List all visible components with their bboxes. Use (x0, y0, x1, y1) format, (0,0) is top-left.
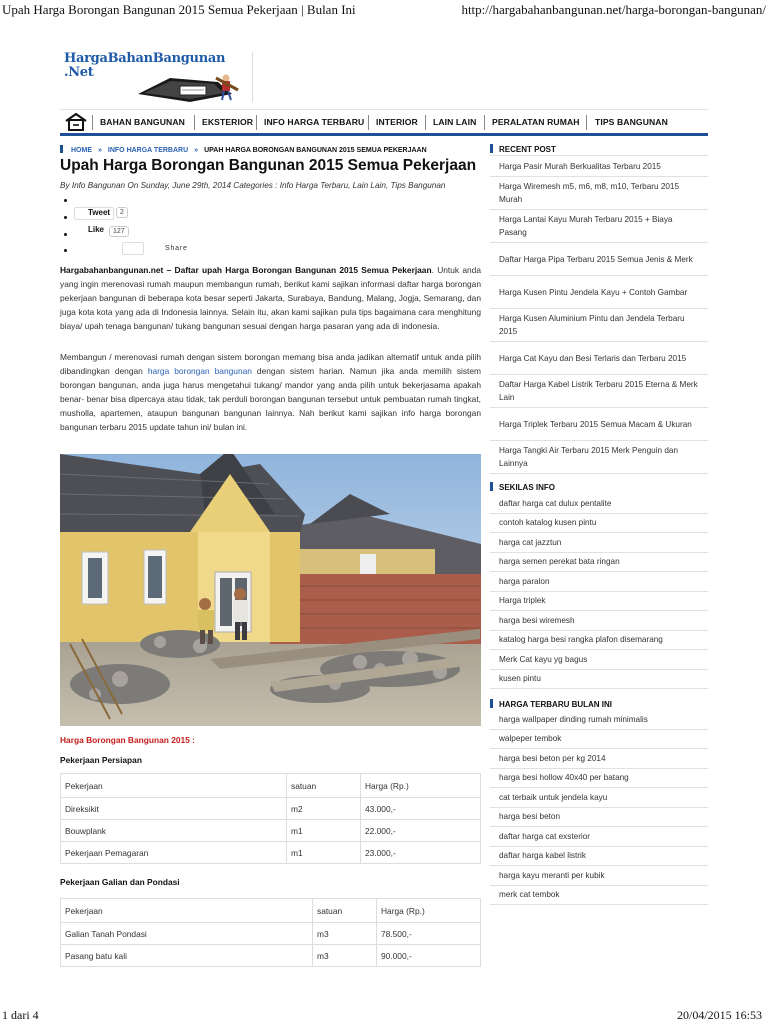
like-count: 127 (109, 226, 129, 237)
bulan-ini-item[interactable]: cat terbaik untuk jendela kayu (490, 788, 708, 808)
share-label: Share (165, 245, 188, 252)
table-cell: 23.000,- (361, 842, 481, 864)
site-logo[interactable] (60, 50, 256, 104)
recent-post-title: RECENT POST (499, 145, 556, 154)
sekilas-item[interactable]: Merk Cat kayu yg bagus (490, 650, 708, 670)
bulan-ini-item[interactable]: daftar harga kabel listrik (490, 847, 708, 867)
table-cell: m2 (287, 798, 361, 820)
print-page-title: Upah Harga Borongan Bangunan 2015 Semua Pekerjaan | Bulan Ini (2, 2, 356, 17)
nav-interior[interactable]: INTERIOR (376, 117, 418, 127)
nav-eksterior[interactable]: EKSTERIOR (202, 117, 254, 127)
main-navigation (60, 109, 708, 135)
breadcrumb-home[interactable]: HOME (71, 147, 92, 154)
recent-post-item[interactable]: Daftar Harga Pipa Terbaru 2015 Semua Jenis & Merk (490, 243, 708, 276)
bulan-ini-title: HARGA TERBARU BULAN INI (499, 700, 613, 709)
section-heading: Harga Borongan Bangunan 2015 : (60, 735, 195, 745)
sekilas-item[interactable]: contoh katalog kusen pintu (490, 514, 708, 534)
recent-post-item[interactable]: Harga Kusen Pintu Jendela Kayu + Contoh Gambar (490, 276, 708, 309)
nav-divider (368, 115, 369, 130)
bulan-ini-item[interactable]: harga besi hollow 40x40 per batang (490, 769, 708, 789)
list-bullet (64, 233, 67, 236)
post-meta: By Info Bangunan On Sunday, June 29th, 2014 Categories : Info Harga Terbaru, Lain Lain, Tips Bangunan (60, 181, 446, 190)
bulan-ini-item[interactable]: daftar harga cat exsterior (490, 827, 708, 847)
table-cell: 78.500,- (377, 923, 481, 945)
table-row (61, 923, 481, 945)
list-bullet (64, 199, 67, 202)
table-cell: 90.000,- (377, 945, 481, 967)
sekilas-info-heading (490, 482, 555, 492)
table-cell: m1 (287, 820, 361, 842)
sekilas-item[interactable]: harga besi wiremesh (490, 611, 708, 631)
nav-divider (194, 115, 195, 130)
recent-post-item[interactable]: Daftar Harga Kabel Listrik Terbaru 2015 Eterna & Merk Lain (490, 375, 708, 408)
bulan-ini-item[interactable]: walpeper tembok (490, 730, 708, 750)
table-cell: Pasang batu kali (61, 945, 313, 967)
recent-post-heading (490, 144, 556, 154)
list-bullet (64, 216, 67, 219)
table-header-row (61, 899, 481, 923)
recent-post-item[interactable]: Harga Wiremesh m5, m6, m8, m10, Terbaru 2015 Murah (490, 177, 708, 210)
table-row (61, 798, 481, 820)
table-cell: m1 (287, 842, 361, 864)
sekilas-item[interactable]: daftar harga cat dulux pentalite (490, 494, 708, 514)
table-row (61, 945, 481, 967)
breadcrumb-current: UPAH HARGA BORONGAN BANGUNAN 2015 SEMUA PEKERJAAN (204, 147, 427, 154)
price-table-galian (60, 898, 481, 967)
recent-post-list (490, 155, 708, 474)
nav-divider (92, 115, 93, 130)
tweet-count: 2 (116, 207, 128, 218)
logo-line2: .Net (64, 65, 94, 80)
recent-post-item[interactable]: Harga Kusen Aluminium Pintu dan Jendela Terbaru 2015 (490, 309, 708, 342)
nav-divider (256, 115, 257, 130)
roof-logo-icon (130, 72, 240, 104)
borongan-link[interactable]: harga borongan bangunan (147, 366, 252, 376)
home-icon[interactable] (64, 112, 88, 132)
table-header-cell: Pekerjaan (61, 899, 313, 923)
nav-info-harga-terbaru[interactable]: INFO HARGA TERBARU (264, 117, 365, 127)
logo-line1: HargaBahanBangunan (64, 51, 226, 66)
house-construction-photo (60, 454, 481, 726)
table-row (61, 842, 481, 864)
breadcrumb (60, 145, 427, 154)
sekilas-item[interactable]: kusen pintu (490, 670, 708, 690)
heading-marker (490, 144, 493, 153)
recent-post-item[interactable]: Harga Pasir Murah Berkualitas Terbaru 2015 (490, 156, 708, 177)
recent-post-item[interactable]: Harga Lantai Kayu Murah Terbaru 2015 + Biaya Pasang (490, 210, 708, 243)
like-button[interactable]: Like (88, 225, 105, 234)
price-table-persiapan (60, 773, 481, 864)
logo-divider (252, 52, 253, 102)
table-cell: Pekerjaan Pemagaran (61, 842, 287, 864)
sekilas-item[interactable]: harga paralon (490, 572, 708, 592)
table-cell: Bouwplank (61, 820, 287, 842)
bulan-ini-item[interactable]: merk cat tembok (490, 886, 708, 906)
bulan-ini-item[interactable]: harga besi beton per kg 2014 (490, 749, 708, 769)
body-text-b: dengan sistem harian. Namun jika anda memilih sistem borongan bangunan, anda juga harus mengetahui tukang/ mandor yang anda pilih untuk bekerjasama apakah benar- benar bisa dipercaya atau tidak, tak perduli borongan bangunan tersebut untuk pembuatan rumah tingkat, musholla, apartemen, ataupun bangunan bangunan lainnya. Nah berikut kami sajikan info harga borongan bangunan terbaru 2015 update tahun ini/ bulan ini. (60, 366, 482, 432)
recent-post-item[interactable]: Harga Triplek Terbaru 2015 Semua Macam & Ukuran (490, 408, 708, 441)
print-page-number: 1 dari 4 (2, 1008, 39, 1022)
recent-post-item[interactable]: Harga Tangki Air Terbaru 2015 Merk Penguin dan Lainnya (490, 441, 708, 474)
nav-divider (425, 115, 426, 130)
heading-marker (490, 699, 493, 708)
table-header-row (61, 774, 481, 798)
nav-peralatan-rumah[interactable]: PERALATAN RUMAH (492, 117, 580, 127)
nav-bahan-bangunan[interactable]: BAHAN BANGUNAN (100, 117, 185, 127)
intro-text: . Untuk anda yang ingin merenovasi rumah maupun membangun rumah, berikut kami sajikan informasi daftar harga borongan pekerjaan bangunan di beberapa kota besar seperti Jakarta, Surabaya, Bandung, Malang, Jogja, Semarang, dan juga kota kota yang ada di Indonesia lainnya. Selain itu, akan kami sajikan pula tips bagaimana cara menghitung biaya/ upah tenaga bangunan/ tukang bangunan sesuai dengan harga pasaran yang ada di indonesia. (60, 265, 481, 331)
nav-divider (484, 115, 485, 130)
intro-paragraph (60, 263, 481, 333)
sekilas-info-list (490, 494, 708, 689)
breadcrumb-category[interactable]: INFO HARGA TERBARU (107, 147, 189, 154)
table-cell: m3 (313, 945, 377, 967)
table-header-cell: Harga (Rp.) (361, 774, 481, 798)
post-title: Upah Harga Borongan Bangunan 2015 Semua Pekerjaan (60, 157, 477, 174)
print-datetime: 20/04/2015 16:53 (676, 1008, 762, 1022)
bulan-ini-list (490, 710, 708, 905)
table-header-cell: satuan (313, 899, 377, 923)
recent-post-item[interactable]: Harga Cat Kayu dan Besi Terlaris dan Terbaru 2015 (490, 342, 708, 375)
breadcrumb-separator: » (98, 147, 102, 154)
print-header (0, 2, 768, 20)
heading-marker (490, 482, 493, 491)
table-header-cell: Harga (Rp.) (377, 899, 481, 923)
bulan-ini-item[interactable]: harga wallpaper dinding rumah minimalis (490, 710, 708, 730)
sekilas-item[interactable]: katalog harga besi rangka plafon disemarang (490, 631, 708, 651)
nav-tips-bangunan[interactable]: TIPS BANGUNAN (595, 117, 668, 127)
table-cell: m3 (313, 923, 377, 945)
nav-lain-lain[interactable]: LAIN LAIN (433, 117, 477, 127)
breadcrumb-marker (60, 145, 63, 153)
table-cell: 22.000,- (361, 820, 481, 842)
list-bullet (64, 249, 67, 252)
tweet-label: Tweet (88, 208, 111, 217)
share-button[interactable] (122, 242, 144, 255)
breadcrumb-separator: » (194, 147, 199, 154)
sekilas-item[interactable]: Harga triplek (490, 592, 708, 612)
sekilas-info-title: SEKILAS INFO (499, 483, 556, 492)
nav-divider (586, 115, 587, 130)
table-header-cell: Pekerjaan (61, 774, 287, 798)
table-title-persiapan: Pekerjaan Persiapan (60, 755, 142, 765)
intro-bold: Hargabahanbangunan.net – Daftar upah Harga Borongan Bangunan 2015 Semua Pekerjaan (60, 265, 432, 275)
bulan-ini-item[interactable]: harga kayu meranti per kubik (490, 866, 708, 886)
table-row (61, 820, 481, 842)
sekilas-item[interactable]: harga cat jazztun (490, 533, 708, 553)
table-title-galian: Pekerjaan Galian dan Pondasi (60, 877, 180, 887)
print-page-url: http://hargabahanbangunan.net/harga-borongan-bangunan/ (461, 2, 766, 17)
table-header-cell: satuan (287, 774, 361, 798)
table-cell: Galian Tanah Pondasi (61, 923, 313, 945)
body-paragraph (60, 350, 481, 434)
sekilas-item[interactable]: harga semen perekat bata ringan (490, 553, 708, 573)
table-cell: Direksikit (61, 798, 287, 820)
table-cell: 43.000,- (361, 798, 481, 820)
bulan-ini-item[interactable]: harga besi beton (490, 808, 708, 828)
body-text-a: Membangun / merenovasi rumah dengan sistem borongan memang bisa anda jadikan alternatif untuk anda pilih dibandingkan dengan (60, 352, 481, 376)
bulan-ini-heading (490, 699, 612, 709)
nav-accent-bar (60, 133, 708, 136)
